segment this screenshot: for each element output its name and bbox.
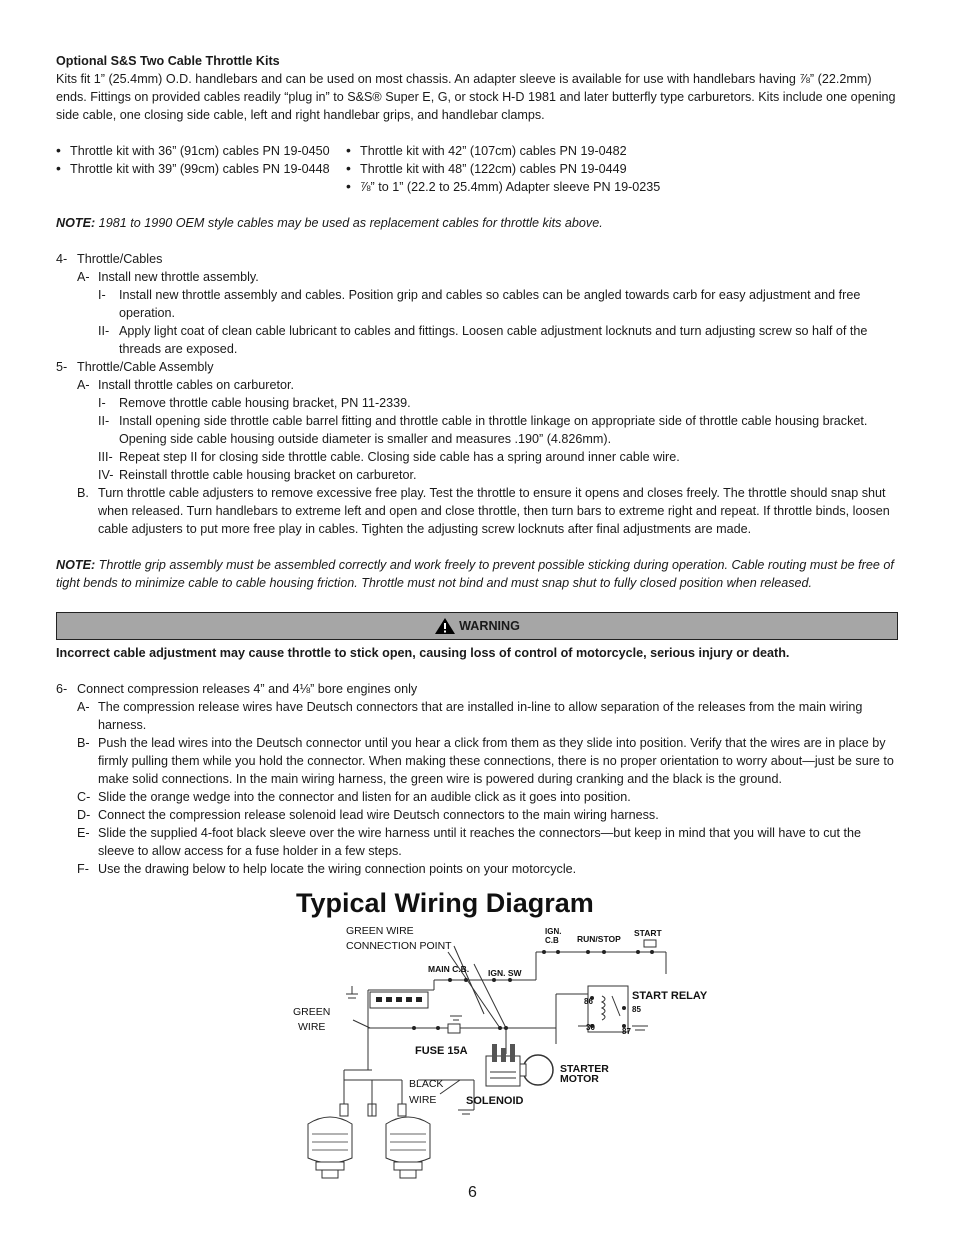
compression-release-right-icon: [386, 1104, 430, 1178]
label-green: GREEN: [293, 1006, 331, 1018]
step-6c: C- Slide the orange wedge into the connector and listen for an audible click as it goes into position.: [77, 790, 631, 804]
step-5a-ii: II- Install opening side throttle cable barrel fitting and throttle cable in throttle linkage on appropriate side of throttle cable housing bracket. Opening side cable housing outside diameter is smaller and measures .190” (4.826mm).: [98, 414, 868, 446]
label-ign-sw: IGN. SW: [488, 968, 522, 978]
starter-motor-icon: [520, 1055, 553, 1085]
step-4a-i: I- Install new throttle assembly and cables. Position grip and cables so cables can be angled towards carb for easy adjustment and free operation.: [98, 288, 861, 320]
step-6e: E- Slide the supplied 4-foot black sleeve over the wire harness until it reaches the connectors—but keep in mind that you will have to cut the sleeve to allow access for a fuse holder in a few steps.: [77, 826, 862, 858]
step-6f: F- Use the drawing below to help locate the wiring connection points on your motorcycle.: [77, 862, 577, 876]
step-6a: A- The compression release wires have Deutsch connectors that are installed in-line to allow separation of the releases from the main wiring harness.: [77, 700, 863, 732]
label-87: 87: [622, 1027, 631, 1036]
label-starter: STARTER: [560, 1063, 609, 1075]
step-4: 4- Throttle/Cables: [56, 252, 163, 266]
step-5: 5- Throttle/Cable Assembly: [56, 360, 214, 374]
label-fuse: FUSE 15A: [415, 1045, 468, 1057]
label-cb: C.B: [545, 936, 559, 945]
note-throttle: NOTE: Throttle grip assembly must be assembled correctly and work freely to prevent possible sticking during operation. Cable routing must be free of tight bends to minimize cable to cable housing friction. Throttle must not bind and must snap shut to fully closed position when released.: [56, 558, 894, 590]
step-5a-iv: IV- Reinstall throttle cable housing bracket on carburetor.: [98, 468, 417, 482]
label-main-cb: MAIN C.B.: [428, 964, 470, 974]
wiring-diagram: [288, 884, 728, 1184]
warning-text: Incorrect cable adjustment may cause throttle to stick open, causing loss of control of motorcycle, serious injury or death.: [56, 646, 790, 660]
compression-release-left-icon: [308, 1104, 376, 1178]
bullet-icon: •: [346, 178, 351, 194]
step-4a: A- Install new throttle assembly.: [77, 270, 259, 284]
solenoid-icon: [486, 1044, 520, 1086]
warning-label: WARNING: [459, 619, 520, 633]
fuse-icon: [448, 1024, 460, 1033]
label-ign: IGN.: [545, 927, 562, 936]
list-item: • Throttle kit with 39” (99cm) cables PN 19-0448: [56, 160, 330, 176]
note-cables: NOTE: 1981 to 1990 OEM style cables may be used as replacement cables for throttle kits above.: [56, 216, 603, 230]
step-6b: B- Push the lead wires into the Deutsch connector until you hear a click from them as they slide into position. Verify that the wires are in place by firmly pulling them while you hold the connector. When making these connections, there is no proper orientation to worry about—just be sure to make solid connections. In the main wiring harness, the green wire is powered during cranking and the black is the ground.: [77, 736, 894, 786]
bullet-icon: •: [56, 160, 61, 176]
label-start: START: [634, 928, 662, 938]
manual-page: [56, 52, 898, 878]
bullet-icon: •: [56, 142, 61, 158]
label-86: 86: [584, 997, 593, 1006]
start-switch-icon: [644, 940, 656, 947]
kit-list: [56, 142, 898, 196]
label-30: 30: [586, 1023, 595, 1032]
step-5a-iii: III- Repeat step II for closing side throttle cable. Closing side cable has a spring around inner cable wire.: [98, 450, 680, 464]
step-6d: D- Connect the compression release solenoid lead wire Deutsch connectors to the main wiring harness.: [77, 808, 659, 822]
label-85: 85: [632, 1005, 641, 1014]
warning-banner: [56, 612, 898, 640]
list-item: • Throttle kit with 48” (122cm) cables PN 19-0449: [346, 160, 627, 176]
step-4a-ii: II- Apply light coat of clean cable lubricant to cables and fittings. Loosen cable adjustment locknuts and turn adjusting screw so half of the threads are exposed.: [98, 324, 868, 356]
bullet-icon: •: [346, 160, 351, 176]
label-green-wire-connection: GREEN WIRE: [346, 925, 414, 937]
label-green-wire: WIRE: [298, 1021, 326, 1033]
step-5a-i: I- Remove throttle cable housing bracket, PN 11-2339.: [98, 396, 411, 410]
bullet-icon: •: [346, 142, 351, 158]
diagram-title: Typical Wiring Diagram: [296, 888, 594, 918]
list-item: • ⅞” to 1” (22.2 to 25.4mm) Adapter sleeve PN 19-0235: [346, 178, 661, 194]
warning-icon: [434, 617, 456, 635]
page-number: 6: [468, 1184, 477, 1201]
label-solenoid: SOLENOID: [466, 1095, 524, 1107]
kits-description: Kits fit 1” (25.4mm) O.D. handlebars and can be used on most chassis. An adapter sleeve is available for use with handlebars having ⅞” (22.2mm) ends. Fittings on provided cables readily “plug in” to S&S® Super E, G, or stock H-D 1981 and later butterfly type carburetors. Kits include one opening side cable, one closing side cable, left and right handlebar grips, and handlebar clamps.: [56, 72, 896, 122]
list-item: • Throttle kit with 42” (107cm) cables PN 19-0482: [346, 142, 627, 158]
kits-heading: Optional S&S Two Cable Throttle Kits: [56, 54, 280, 68]
battery-icon: [370, 992, 428, 1008]
label-run-stop: RUN/STOP: [577, 934, 621, 944]
label-motor: MOTOR: [560, 1073, 599, 1085]
label-start-relay: START RELAY: [632, 990, 708, 1002]
label-connection-point: CONNECTION POINT: [346, 940, 452, 952]
step-5b: B. Turn throttle cable adjusters to remove excessive free play. Test the throttle to ensure it opens and closes freely. The throttle should snap shut when released. Turn handlebars to extreme left and open and close throttle, then turn bars to extreme right and repeat. If throttle binds, loosen cable adjusters to put more free play in cables. Tighten the adjusting screw locknuts after final adjustments are made.: [77, 486, 890, 536]
label-black-wire: WIRE: [409, 1094, 437, 1106]
list-item: • Throttle kit with 36” (91cm) cables PN 19-0450: [56, 142, 330, 158]
step-6: 6- Connect compression releases 4” and 4⅛” bore engines only: [56, 682, 418, 696]
label-black: BLACK: [409, 1078, 444, 1090]
step-5a: A- Install throttle cables on carburetor.: [77, 378, 295, 392]
